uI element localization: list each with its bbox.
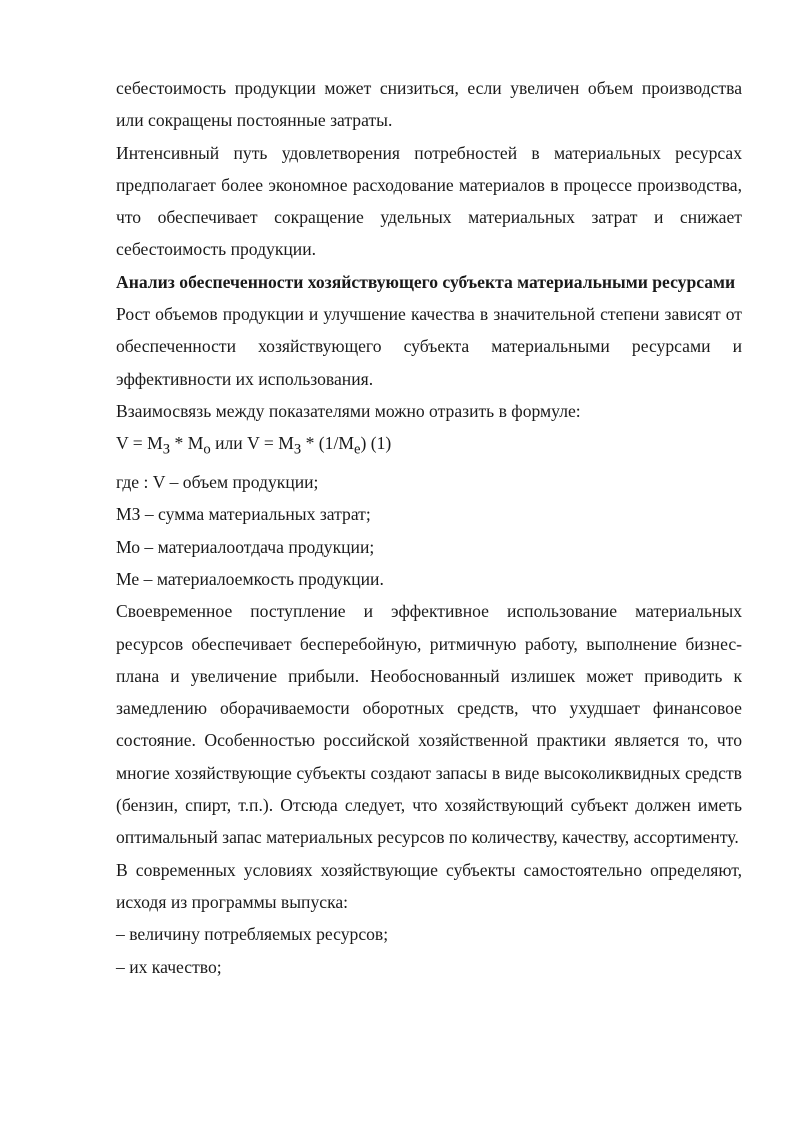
paragraph-formula-intro: Взаимосвязь между показателями можно отразить в формуле: <box>116 400 581 421</box>
formula-subscript: З <box>293 441 302 458</box>
document-body <box>116 72 742 983</box>
formula-subscript: З <box>162 441 171 458</box>
paragraph-cost-reduction: себестоимость продукции может снизиться, если увеличен объем производства или сокращены постоянные затраты. <box>116 78 742 131</box>
list-item: – величину потребляемых ресурсов; <box>116 924 389 945</box>
list-item: – их качество; <box>116 956 222 977</box>
section-heading: Анализ обеспеченности хозяйствующего субъекта материальными ресурсами <box>116 271 736 292</box>
formula-part: или V = M <box>210 433 294 454</box>
formula-part: ) (1) <box>360 433 392 454</box>
definition-line: Ме – материалоемкость продукции. <box>116 568 384 589</box>
definition-line: Мо – материалоотдача продукции; <box>116 536 375 557</box>
paragraph-intensive-path: Интенсивный путь удовлетворения потребностей в материальных ресурсах предполагает более экономное расходование материалов в процессе производства, что обеспечивает сокращение удельных материальных затрат и снижает себестоимость продукции. <box>116 142 742 260</box>
formula-subscript: о <box>203 441 211 458</box>
formula-part: V = M <box>116 433 163 454</box>
paragraph-modern-conditions: В современных условиях хозяйствующие субъекты самостоятельно определяют, исходя из программы выпуска: <box>116 859 742 912</box>
formula <box>116 427 742 466</box>
definition-line: где : V – объем продукции; <box>116 472 319 493</box>
paragraph-timely-supply: Своевременное поступление и эффективное использование материальных ресурсов обеспечивает бесперебойную, ритмичную работу, выполнение бизнес-плана и увеличение прибыли. Необоснованный излишек может приводить к замедлению оборачиваемости оборотных средств, что ухудшает финансовое состояние. Особенностью российской хозяйственной практики является то, что многие хозяйствующие субъекты создают запасы в виде высоколиквидных средств (бензин, спирт, т.п.). Отсюда следует, что хозяйствующий субъект должен иметь оптимальный запас материальных ресурсов по количеству, качеству, ассортименту. <box>116 601 742 848</box>
formula-part: * (1/M <box>301 433 354 454</box>
paragraph-growth: Рост объемов продукции и улучшение качества в значительной степени зависят от обеспеченности хозяйствующего субъекта материальными ресурсами и эффективности их использования. <box>116 304 742 389</box>
formula-part: * M <box>170 433 204 454</box>
definition-line: МЗ – сумма материальных затрат; <box>116 504 371 525</box>
formula-subscript: е <box>353 441 361 458</box>
